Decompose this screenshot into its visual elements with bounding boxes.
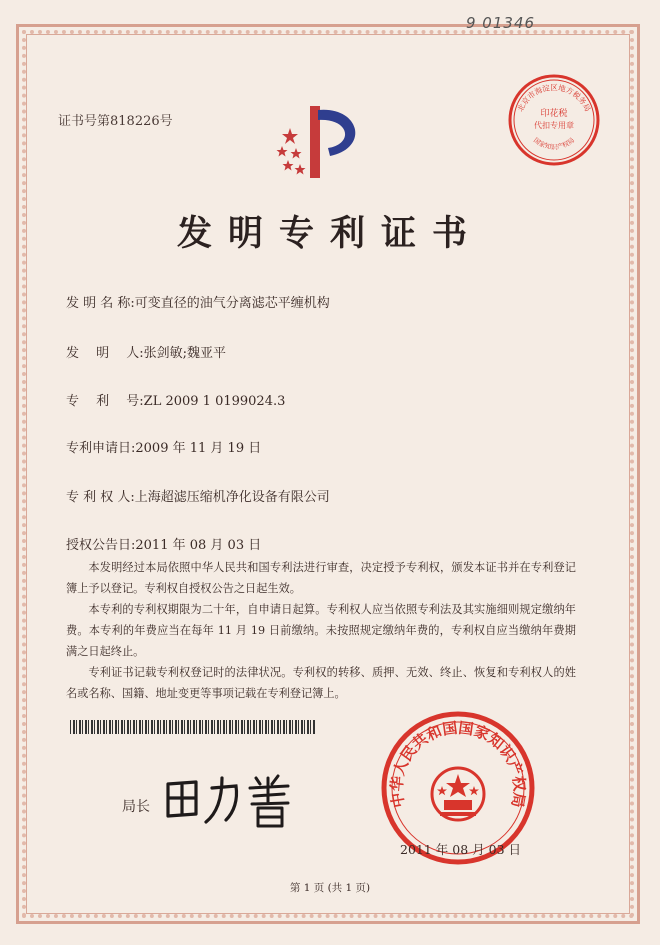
body-paragraph: 专利证书记载专利权登记时的法律状况。专利权的转移、质押、无效、终止、恢复和专利权人的姓名或名称、国籍、地址变更等事项记载在专利登记簿上。: [66, 666, 576, 700]
field-application-date: [66, 437, 261, 456]
field-value: 张剑敏;魏亚平: [143, 346, 227, 361]
issue-date: 2011 年 08 月 03 日: [400, 842, 521, 857]
barcode: [70, 720, 316, 734]
patent-office-logo-icon: [270, 98, 380, 188]
field-value: 可变直径的油气分离滤芯平缠机构: [134, 296, 330, 311]
body-paragraph: 本发明经过本局依照中华人民共和国专利法进行审查，决定授予专利权，颁发本证书并在专利登记簿上予以登记。专利权自授权公告之日起生效。: [66, 561, 576, 595]
certificate-body: [66, 557, 576, 704]
tax-stamp-seal: [506, 72, 602, 168]
field-inventors: [66, 342, 226, 361]
field-label: 发 明 人:: [66, 346, 144, 361]
signer-title: 局长: [122, 799, 150, 815]
small-seal-line-2: 代扣专用章: [534, 121, 574, 130]
small-seal-ring-text: 北京市海淀区地方税务局: [515, 82, 593, 113]
page-number: 第 1 页 (共 1 页): [289, 882, 371, 894]
field-label: 专 利 号:: [66, 394, 144, 409]
certificate-number: 证书号第818226号: [58, 114, 173, 129]
field-grant-date: [66, 534, 261, 553]
field-label: 专利申请日:: [66, 441, 136, 456]
signature-icon: [160, 770, 310, 830]
large-seal-text: 中华人民共和国国家知识产权局: [387, 718, 529, 809]
field-value: ZL 2009 1 0199024.3: [143, 394, 286, 409]
small-seal-line-1: 印花税: [540, 109, 568, 119]
national-emblem-icon: [432, 768, 484, 820]
handwritten-note: 9 01346: [466, 14, 536, 32]
field-value: 2011 年 08 月 03 日: [135, 538, 262, 553]
svg-text:国家知识产权局: [532, 135, 576, 151]
field-patentee: [66, 486, 330, 505]
field-patent-number: [66, 390, 285, 409]
field-label: 专 利 权 人:: [66, 490, 135, 505]
field-label: 发 明 名 称:: [66, 296, 135, 311]
field-value: 上海超滤压缩机净化设备有限公司: [134, 490, 330, 505]
field-label: 授权公告日:: [66, 538, 136, 553]
field-value: 2009 年 11 月 19 日: [135, 441, 262, 456]
certificate-title: 发明专利证书: [176, 213, 483, 254]
field-invention-name: [66, 292, 330, 311]
small-seal-bottom-text: 国家知识产权局: [531, 136, 577, 152]
body-paragraph: 本专利的专利权期限为二十年，自申请日起算。专利权人应当依照专利法及其实施细则规定缴纳年费。本专利的年费应当在每年 11 月 19 日前缴纳。未按照规定缴纳年费的，专利权自应当缴纳年费期满之日起终止。: [66, 603, 576, 658]
